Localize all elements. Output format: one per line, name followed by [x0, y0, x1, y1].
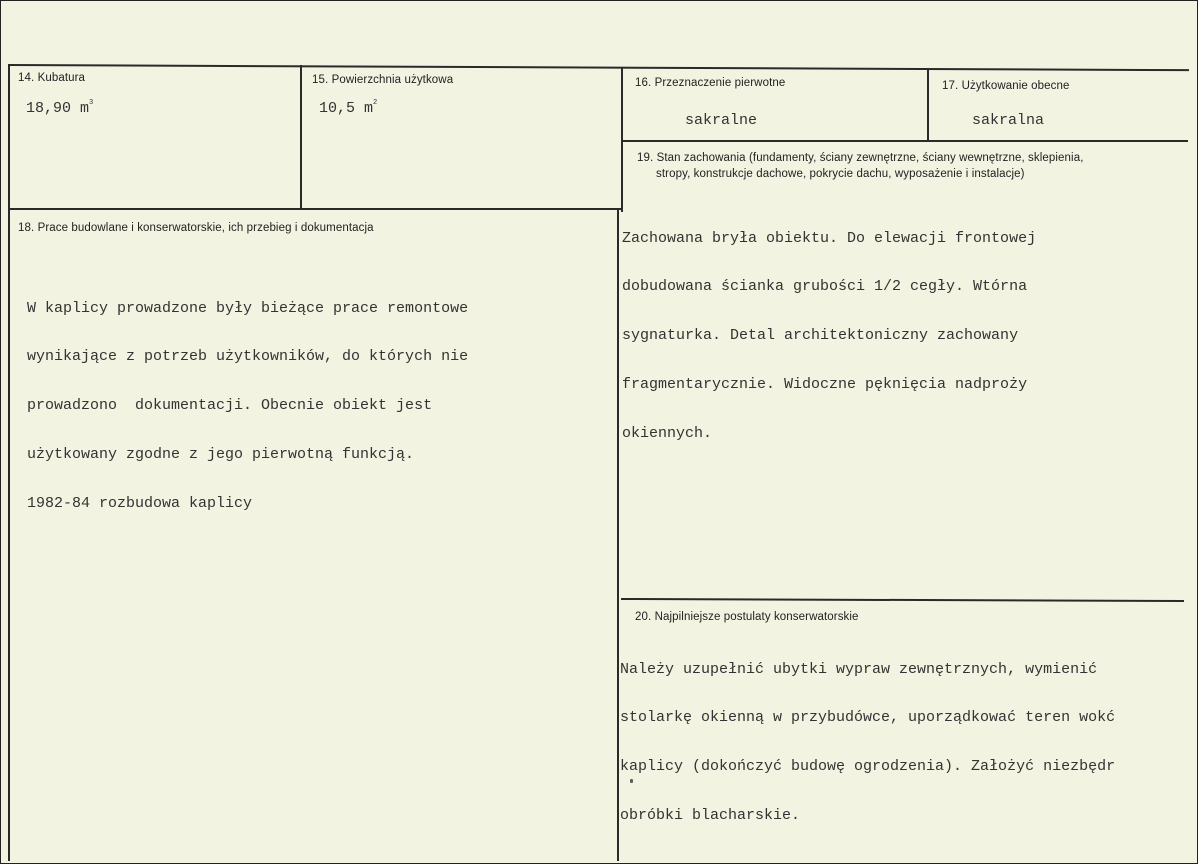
text-line: prowadzono dokumentacji. Obecnie obiekt jest: [27, 397, 433, 415]
field-19-label-line2: stropy, konstrukcje dachowe, pokrycie dachu, wyposażenie i instalacje): [656, 168, 1025, 180]
text-line: Zachowana bryła obiektu. Do elewacji frontowej: [622, 229, 1037, 247]
text-line: użytkowany zgodne z jego pierwotną funkcją.: [27, 446, 415, 464]
field-17-value: sakralna: [972, 112, 1045, 129]
top-rule: [9, 64, 1189, 71]
text-line: fragmentarycznie. Widoczne pęknięcia nadproży: [622, 376, 1028, 394]
center-vertical-rule: [617, 209, 619, 861]
field-15-unit-sup: 2: [373, 99, 378, 107]
field-15-label: 15. Powierzchnia użytkowa: [312, 74, 454, 86]
field-15-number: 10,5 m: [319, 100, 374, 117]
field-18-text: [27, 268, 468, 545]
field-14-number: 18,90 m: [26, 100, 90, 117]
field-16-value: sakralne: [685, 112, 758, 129]
field-14-value: [26, 97, 93, 117]
field-20-text: [620, 629, 1115, 857]
field-19-text: [622, 198, 1036, 475]
field-17-label: 17. Użytkowanie obecne: [942, 80, 1070, 92]
text-line: dobudowana ścianka grubości 1/2 cegły. Wtórna: [622, 278, 1028, 296]
field-14-unit-sup: 3: [89, 99, 94, 107]
divider-16-17: [927, 69, 929, 141]
rule-under-16-17: [623, 140, 1188, 142]
field-18-label: 18. Prace budowlane i konserwatorskie, ich przebieg i dokumentacja: [18, 222, 374, 234]
text-line: stolarkę okienną w przybudówce, uporządkować teren wokć: [620, 709, 1116, 727]
left-rule: [8, 64, 10, 861]
rule-above-20: [621, 598, 1184, 602]
ink-speck: [630, 779, 633, 783]
text-line: 1982-84 rozbudowa kaplicy: [27, 495, 253, 513]
text-line: kaplicy (dokończyć budowę ogrodzenia). Założyć niezbędr: [620, 758, 1116, 776]
text-line: Należy uzupełnić ubytki wypraw zewnętrznych, wymienić: [620, 660, 1098, 678]
field-16-label: 16. Przeznaczenie pierwotne: [635, 77, 786, 89]
field-20-label: 20. Najpilniejsze postulaty konserwatorskie: [635, 611, 859, 623]
divider-14-15: [300, 65, 302, 210]
rule-under-14-15: [9, 208, 623, 210]
text-line: wynikające z potrzeb użytkowników, do których nie: [27, 348, 469, 366]
text-line: obróbki blacharskie.: [620, 807, 801, 825]
text-line: W kaplicy prowadzone były bieżące prace remontowe: [27, 299, 469, 317]
field-15-value: [319, 97, 377, 117]
text-line: okiennych.: [622, 425, 713, 443]
field-19-label-line1: 19. Stan zachowania (fundamenty, ściany zewnętrzne, ściany wewnętrzne, sklepienia,: [637, 152, 1084, 164]
text-line: sygnaturka. Detal architektoniczny zachowany: [622, 327, 1019, 345]
field-14-label: 14. Kubatura: [18, 72, 86, 84]
